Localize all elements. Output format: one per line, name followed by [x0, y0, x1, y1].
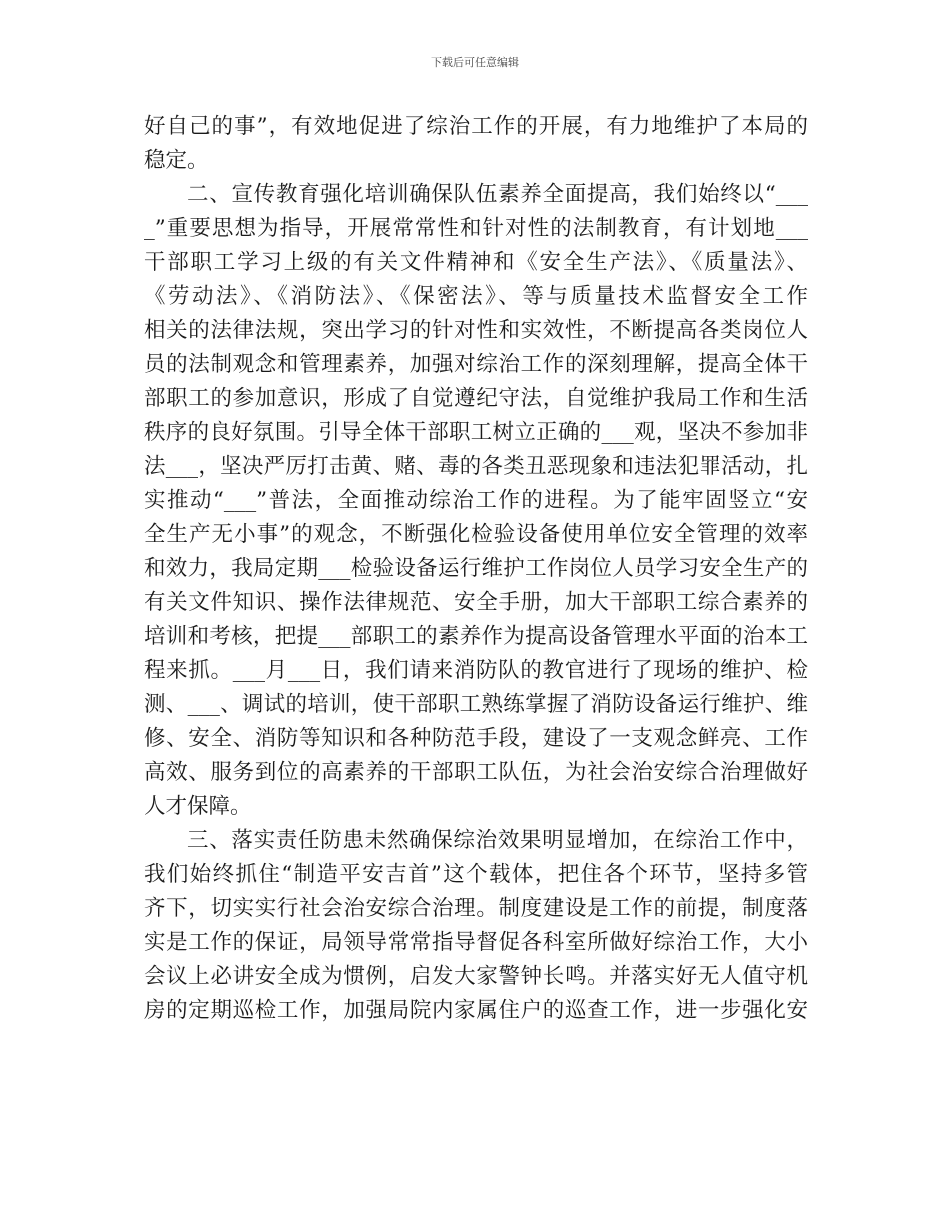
text-line: 培训和考核，把提___部职工的素养作为提高设备管理水平面的治本工	[144, 624, 808, 649]
text-line: 部职工的参加意识，形成了自觉遵纪守法，自觉维护我局工作和生活	[144, 386, 808, 411]
text-line: 全生产无小事”的观念，不断强化检验设备使用单位安全管理的效率	[144, 522, 808, 547]
text-line: 程来抓。___月___日，我们请来消防队的教官进行了现场的维护、检	[144, 658, 808, 683]
page-header: 下载后可任意编辑	[431, 56, 519, 69]
text-line: _”重要思想为指导，开展常常性和针对性的法制教育，有计划地___	[144, 216, 808, 241]
text-line: 相关的法律法规，突出学习的针对性和实效性，不断提高各类岗位人	[144, 318, 808, 343]
text-line: 高效、服务到位的高素养的干部职工队伍，为社会治安综合治理做好	[144, 760, 808, 785]
text-line: 秩序的良好氛围。引导全体干部职工树立正确的___观，坚决不参加非	[144, 420, 808, 445]
text-line: 修、安全、消防等知识和各种防范手段，建设了一支观念鲜亮、工作	[144, 726, 808, 751]
text-line: 人才保障。	[144, 794, 252, 819]
text-line: 有关文件知识、操作法律规范、安全手册，加大干部职工综合素养的	[144, 590, 808, 615]
text-line: 测、___、调试的培训，使干部职工熟练掌握了消防设备运行维护、维	[144, 692, 808, 717]
text-line: 我们始终抓住“制造平安吉首”这个载体，把住各个环节，坚持多管	[144, 862, 808, 887]
document-body	[144, 110, 808, 1028]
text-line: 房的定期巡检工作，加强局院内家属住户的巡查工作，进一步强化安	[144, 998, 808, 1023]
text-line: 齐下，切实实行社会治安综合治理。制度建设是工作的前提，制度落	[144, 896, 808, 921]
text-line: 会议上必讲安全成为惯例，启发大家警钟长鸣。并落实好无人值守机	[144, 964, 808, 989]
text-line: 实推动“___”普法，全面推动综治工作的进程。为了能牢固竖立“安	[144, 488, 808, 513]
text-line: 员的法制观念和管理素养，加强对综治工作的深刻理解，提高全体干	[144, 352, 808, 377]
text-line: 实是工作的保证，局领导常常指导督促各科室所做好综治工作，大小	[144, 930, 808, 955]
text-line: 《劳动法》、《消防法》、《保密法》、等与质量技术监督安全工作	[144, 284, 808, 309]
text-line: 三、落实责任防患未然确保综治效果明显增加，在综治工作中，	[187, 828, 808, 853]
text-line: 好自己的事”，有效地促进了综治工作的开展，有力地维护了本局的	[144, 114, 808, 139]
text-line: 和效力，我局定期___检验设备运行维护工作岗位人员学习安全生产的	[144, 556, 808, 581]
text-line: 法___，坚决严厉打击黄、赌、毒的各类丑恶现象和违法犯罪活动，扎	[144, 454, 808, 479]
text-line: 二、宣传教育强化培训确保队伍素养全面提高，我们始终以“___	[187, 182, 808, 207]
text-line: 稳定。	[144, 148, 209, 173]
text-line: 干部职工学习上级的有关文件精神和《安全生产法》、《质量法》、	[144, 250, 808, 275]
